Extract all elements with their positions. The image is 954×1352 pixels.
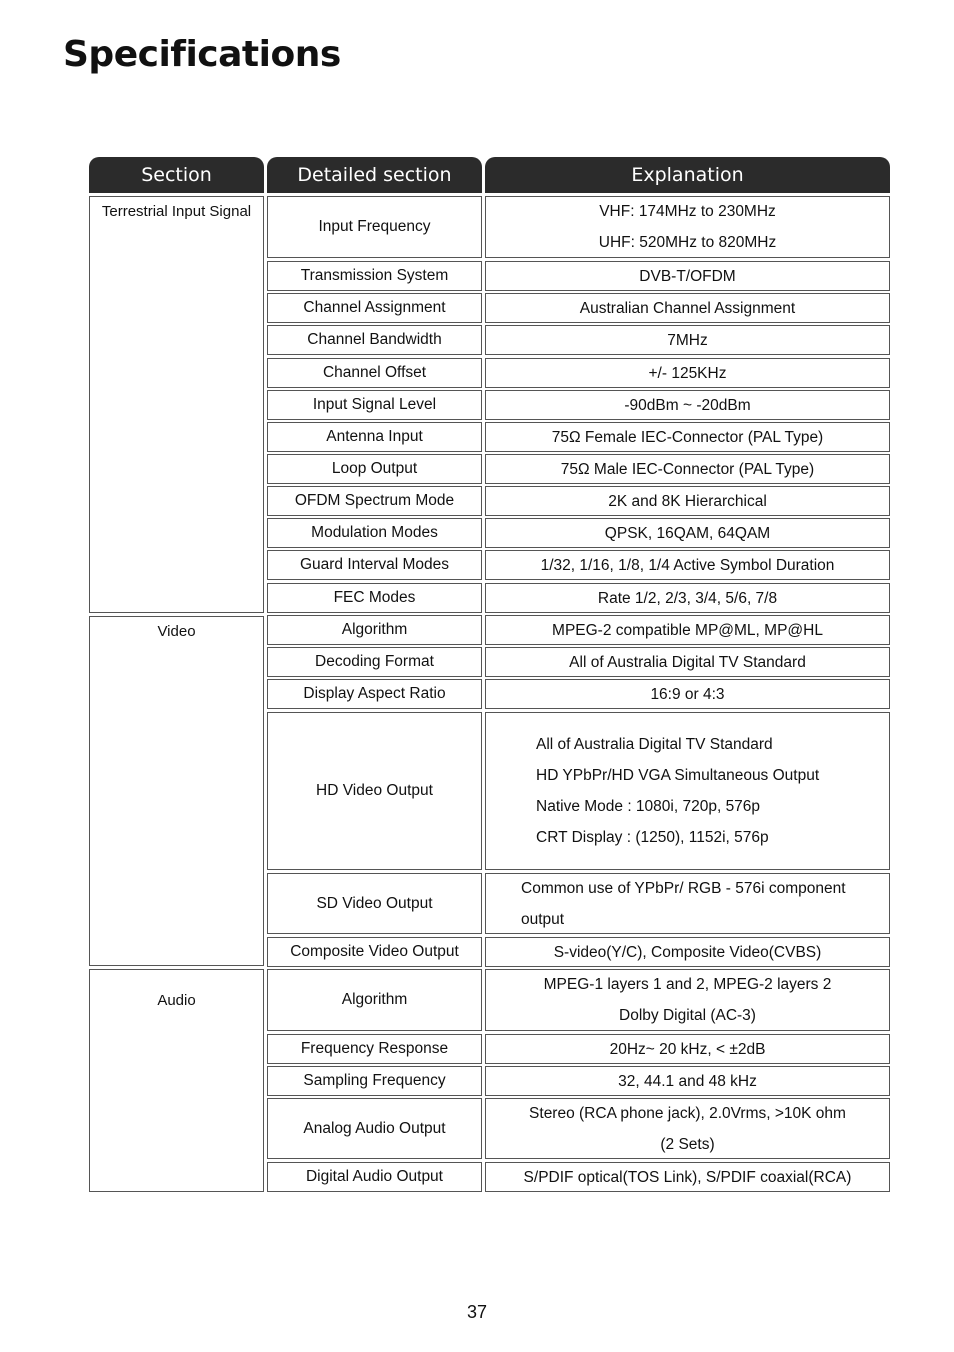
- explanation-line: -90dBm ~ -20dBm: [624, 396, 751, 414]
- explanation-line: output: [521, 910, 565, 928]
- explanation-cell: [485, 1162, 890, 1192]
- table-row: [267, 293, 890, 323]
- explanation-cell: [485, 1098, 890, 1159]
- section-audio: Audio: [89, 969, 264, 1192]
- detailed-section-cell: Loop Output: [267, 454, 482, 484]
- table-row: [267, 969, 890, 1031]
- header-section: Section: [89, 157, 264, 193]
- detailed-section-cell: Modulation Modes: [267, 518, 482, 548]
- explanation-line: All of Australia Digital TV Standard: [569, 653, 806, 671]
- explanation-line: 16:9 or 4:3: [650, 685, 725, 703]
- table-row: [267, 1034, 890, 1064]
- table-row: [267, 583, 890, 613]
- header-explanation: Explanation: [485, 157, 890, 193]
- explanation-cell: [485, 454, 890, 484]
- detailed-section-cell: Input Signal Level: [267, 390, 482, 420]
- detailed-section-cell: Composite Video Output: [267, 937, 482, 967]
- detailed-section-cell: Transmission System: [267, 261, 482, 291]
- table-row: [267, 261, 890, 291]
- explanation-line: Common use of YPbPr/ RGB - 576i component: [521, 879, 846, 897]
- detailed-section-cell: FEC Modes: [267, 583, 482, 613]
- table-row: [267, 647, 890, 677]
- explanation-line: 32, 44.1 and 48 kHz: [618, 1072, 757, 1090]
- explanation-line: Stereo (RCA phone jack), 2.0Vrms, >10K ohm: [529, 1104, 846, 1122]
- explanation-cell: [485, 486, 890, 516]
- explanation-line: +/- 125KHz: [648, 364, 727, 382]
- explanation-cell: [485, 293, 890, 323]
- explanation-line: Rate 1/2, 2/3, 3/4, 5/6, 7/8: [597, 589, 778, 607]
- table-row: [267, 390, 890, 420]
- explanation-line: MPEG-1 layers 1 and 2, MPEG-2 layers 2: [543, 976, 832, 993]
- explanation-cell: [485, 325, 890, 355]
- table-row: [267, 486, 890, 516]
- explanation-cell: [485, 550, 890, 580]
- explanation-line: Dolby Digital (AC-3): [619, 1007, 756, 1024]
- table-row: [267, 1098, 890, 1159]
- explanation-cell: [485, 518, 890, 548]
- explanation-line: 75Ω Female IEC-Connector (PAL Type): [551, 428, 824, 446]
- explanation-line: All of Australia Digital TV Standard: [536, 736, 773, 753]
- explanation-cell: [485, 196, 890, 258]
- section-video: Video: [89, 616, 264, 966]
- table-row: [267, 1066, 890, 1096]
- table-row: [267, 196, 890, 258]
- explanation-cell: [485, 1066, 890, 1096]
- explanation-line: 75Ω Male IEC-Connector (PAL Type): [560, 460, 815, 478]
- detailed-section-cell: Frequency Response: [267, 1034, 482, 1064]
- detailed-section-cell: HD Video Output: [267, 712, 482, 870]
- explanation-cell: [485, 261, 890, 291]
- explanation-line: 20Hz~ 20 kHz, < ±2dB: [609, 1040, 766, 1058]
- table-row: [267, 615, 890, 645]
- explanation-line: UHF: 520MHz to 820MHz: [598, 234, 777, 251]
- explanation-cell: [485, 422, 890, 452]
- explanation-cell: [485, 679, 890, 709]
- explanation-cell: [485, 969, 890, 1031]
- explanation-cell: [485, 937, 890, 967]
- detailed-section-cell: Digital Audio Output: [267, 1162, 482, 1192]
- explanation-line: QPSK, 16QAM, 64QAM: [604, 524, 771, 542]
- explanation-line: 7MHz: [667, 331, 708, 349]
- table-row: [267, 550, 890, 580]
- table-row: [267, 937, 890, 967]
- detailed-section-cell: Algorithm: [267, 969, 482, 1031]
- explanation-cell: [485, 1034, 890, 1064]
- section-terrestrial-input-signal: Terrestrial Input Signal: [89, 196, 264, 613]
- table-row: [267, 1162, 890, 1192]
- table-row: [267, 358, 890, 388]
- explanation-cell: [485, 358, 890, 388]
- table-row: [267, 712, 890, 870]
- detailed-section-cell: Sampling Frequency: [267, 1066, 482, 1096]
- table-row: [267, 873, 890, 934]
- explanation-line: MPEG-2 compatible MP@ML, MP@HL: [552, 621, 823, 639]
- explanation-line: (2 Sets): [660, 1135, 715, 1153]
- explanation-line: S/PDIF optical(TOS Link), S/PDIF coaxial(RCA): [523, 1168, 852, 1186]
- explanation-line: Australian Channel Assignment: [579, 299, 796, 317]
- page-number: 37: [466, 1302, 488, 1322]
- explanation-line: Native Mode : 1080i, 720p, 576p: [536, 798, 761, 815]
- page-title: Specifications: [63, 34, 341, 75]
- detailed-section-cell: OFDM Spectrum Mode: [267, 486, 482, 516]
- detailed-section-cell: SD Video Output: [267, 873, 482, 934]
- detailed-section-cell: Channel Assignment: [267, 293, 482, 323]
- detailed-section-cell: Decoding Format: [267, 647, 482, 677]
- explanation-line: VHF: 174MHz to 230MHz: [599, 203, 776, 220]
- detailed-section-cell: Channel Bandwidth: [267, 325, 482, 355]
- explanation-line: 1/32, 1/16, 1/8, 1/4 Active Symbol Duration: [540, 556, 835, 574]
- table-row: [267, 454, 890, 484]
- header-detailed-section: Detailed section: [267, 157, 482, 193]
- detailed-section-cell: Display Aspect Ratio: [267, 679, 482, 709]
- explanation-line: CRT Display : (1250), 1152i, 576p: [536, 829, 769, 846]
- table-row: [267, 325, 890, 355]
- detailed-section-cell: Input Frequency: [267, 196, 482, 258]
- explanation-cell: [485, 390, 890, 420]
- explanation-line: HD YPbPr/HD VGA Simultaneous Output: [536, 767, 820, 784]
- explanation-cell: [485, 615, 890, 645]
- detailed-section-cell: Analog Audio Output: [267, 1098, 482, 1159]
- explanation-cell: [485, 583, 890, 613]
- table-row: [267, 679, 890, 709]
- detailed-section-cell: Channel Offset: [267, 358, 482, 388]
- table-row: [267, 518, 890, 548]
- detailed-section-cell: Algorithm: [267, 615, 482, 645]
- explanation-cell: [485, 712, 890, 870]
- explanation-cell: [485, 873, 890, 934]
- explanation-line: DVB-T/OFDM: [639, 267, 736, 285]
- table-row: [267, 422, 890, 452]
- explanation-line: S-video(Y/C), Composite Video(CVBS): [553, 943, 822, 961]
- explanation-line: 2K and 8K Hierarchical: [608, 492, 767, 510]
- explanation-cell: [485, 647, 890, 677]
- detailed-section-cell: Antenna Input: [267, 422, 482, 452]
- detailed-section-cell: Guard Interval Modes: [267, 550, 482, 580]
